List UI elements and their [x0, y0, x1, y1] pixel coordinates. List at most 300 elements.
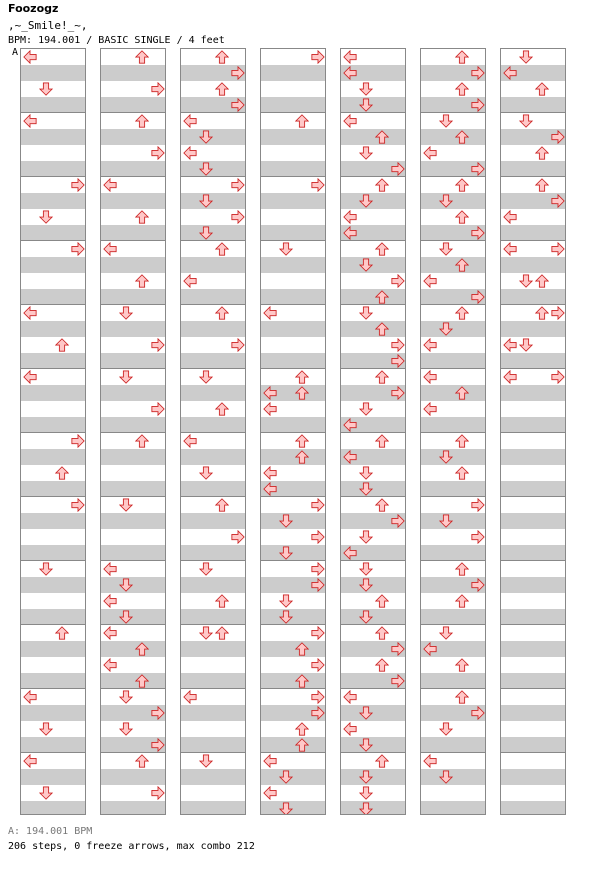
- down-arrow-icon: [279, 514, 293, 528]
- right-arrow-icon: [311, 178, 325, 192]
- left-arrow-icon: [503, 338, 517, 352]
- measure-line: [181, 240, 245, 241]
- measure-line: [421, 240, 485, 241]
- up-arrow-icon: [135, 210, 149, 224]
- down-arrow-icon: [39, 562, 53, 576]
- song-title: ,~_Smile!_~,: [8, 19, 88, 32]
- right-arrow-icon: [391, 642, 405, 656]
- up-arrow-icon: [55, 466, 69, 480]
- down-arrow-icon: [279, 770, 293, 784]
- measure-line: [421, 560, 485, 561]
- measure-line: [261, 240, 325, 241]
- left-arrow-icon: [103, 594, 117, 608]
- down-arrow-icon: [39, 722, 53, 736]
- measure-line: [21, 304, 85, 305]
- up-arrow-icon: [455, 258, 469, 272]
- measure-line: [181, 560, 245, 561]
- measure-line: [501, 240, 565, 241]
- up-arrow-icon: [535, 306, 549, 320]
- left-arrow-icon: [183, 274, 197, 288]
- measure-line: [341, 496, 405, 497]
- right-arrow-icon: [311, 578, 325, 592]
- left-arrow-icon: [263, 466, 277, 480]
- right-arrow-icon: [391, 386, 405, 400]
- down-arrow-icon: [119, 610, 133, 624]
- left-arrow-icon: [343, 226, 357, 240]
- right-arrow-icon: [471, 706, 485, 720]
- down-arrow-icon: [119, 306, 133, 320]
- measure-line: [21, 368, 85, 369]
- left-arrow-icon: [423, 642, 437, 656]
- down-arrow-icon: [359, 306, 373, 320]
- up-arrow-icon: [215, 594, 229, 608]
- left-arrow-icon: [343, 66, 357, 80]
- left-arrow-icon: [103, 178, 117, 192]
- step-stats: 206 steps, 0 freeze arrows, max combo 212: [8, 841, 255, 852]
- right-arrow-icon: [391, 354, 405, 368]
- measure-line: [21, 240, 85, 241]
- down-arrow-icon: [359, 402, 373, 416]
- right-arrow-icon: [471, 98, 485, 112]
- left-arrow-icon: [263, 786, 277, 800]
- left-arrow-icon: [103, 658, 117, 672]
- left-arrow-icon: [23, 690, 37, 704]
- up-arrow-icon: [455, 82, 469, 96]
- left-arrow-icon: [503, 370, 517, 384]
- right-arrow-icon: [471, 578, 485, 592]
- chart-column: [180, 48, 246, 815]
- down-arrow-icon: [439, 770, 453, 784]
- up-arrow-icon: [295, 450, 309, 464]
- measure-line: [101, 304, 165, 305]
- up-arrow-icon: [535, 274, 549, 288]
- down-arrow-icon: [359, 802, 373, 815]
- chart-column: [500, 48, 566, 815]
- measure-line: [181, 624, 245, 625]
- down-arrow-icon: [39, 210, 53, 224]
- bpm-legend: A: 194.001 BPM: [8, 826, 93, 837]
- right-arrow-icon: [151, 706, 165, 720]
- down-arrow-icon: [279, 546, 293, 560]
- measure-line: [101, 432, 165, 433]
- left-arrow-icon: [263, 386, 277, 400]
- up-arrow-icon: [375, 178, 389, 192]
- right-arrow-icon: [231, 98, 245, 112]
- measure-line: [261, 496, 325, 497]
- right-arrow-icon: [151, 738, 165, 752]
- down-arrow-icon: [439, 514, 453, 528]
- up-arrow-icon: [375, 498, 389, 512]
- right-arrow-icon: [471, 162, 485, 176]
- measure-line: [181, 688, 245, 689]
- measure-line: [261, 752, 325, 753]
- right-arrow-icon: [71, 242, 85, 256]
- measure-line: [181, 176, 245, 177]
- measure-line: [21, 752, 85, 753]
- measure-line: [421, 432, 485, 433]
- measure-line: [181, 752, 245, 753]
- right-arrow-icon: [391, 274, 405, 288]
- right-arrow-icon: [71, 498, 85, 512]
- left-arrow-icon: [263, 482, 277, 496]
- left-arrow-icon: [23, 306, 37, 320]
- measure-line: [341, 240, 405, 241]
- up-arrow-icon: [455, 386, 469, 400]
- up-arrow-icon: [135, 50, 149, 64]
- up-arrow-icon: [295, 674, 309, 688]
- up-arrow-icon: [295, 434, 309, 448]
- measure-line: [341, 304, 405, 305]
- up-arrow-icon: [295, 642, 309, 656]
- down-arrow-icon: [279, 242, 293, 256]
- measure-line: [501, 304, 565, 305]
- down-arrow-icon: [519, 50, 533, 64]
- chart-meta: BPM: 194.001 / BASIC SINGLE / 4 feet: [8, 35, 225, 46]
- measure-line: [421, 304, 485, 305]
- left-arrow-icon: [423, 402, 437, 416]
- up-arrow-icon: [455, 306, 469, 320]
- measure-line: [181, 304, 245, 305]
- left-arrow-icon: [343, 210, 357, 224]
- right-arrow-icon: [551, 306, 565, 320]
- right-arrow-icon: [151, 402, 165, 416]
- right-arrow-icon: [231, 210, 245, 224]
- up-arrow-icon: [455, 658, 469, 672]
- measure-line: [501, 688, 565, 689]
- measure-line: [181, 368, 245, 369]
- measure-line: [341, 688, 405, 689]
- up-arrow-icon: [375, 322, 389, 336]
- up-arrow-icon: [375, 658, 389, 672]
- down-arrow-icon: [519, 114, 533, 128]
- down-arrow-icon: [359, 738, 373, 752]
- right-arrow-icon: [231, 530, 245, 544]
- left-arrow-icon: [343, 450, 357, 464]
- chart-column: [420, 48, 486, 815]
- left-arrow-icon: [503, 242, 517, 256]
- down-arrow-icon: [439, 626, 453, 640]
- down-arrow-icon: [359, 98, 373, 112]
- down-arrow-icon: [519, 274, 533, 288]
- right-arrow-icon: [471, 498, 485, 512]
- left-arrow-icon: [423, 146, 437, 160]
- left-arrow-icon: [343, 546, 357, 560]
- left-arrow-icon: [423, 370, 437, 384]
- down-arrow-icon: [359, 146, 373, 160]
- chart-column: [20, 48, 86, 815]
- up-arrow-icon: [375, 242, 389, 256]
- left-arrow-icon: [183, 434, 197, 448]
- left-arrow-icon: [263, 402, 277, 416]
- measure-line: [101, 560, 165, 561]
- up-arrow-icon: [535, 82, 549, 96]
- measure-line: [421, 496, 485, 497]
- up-arrow-icon: [535, 146, 549, 160]
- measure-line: [101, 176, 165, 177]
- measure-line: [501, 752, 565, 753]
- right-arrow-icon: [311, 690, 325, 704]
- measure-line: [501, 368, 565, 369]
- measure-line: [181, 112, 245, 113]
- up-arrow-icon: [455, 130, 469, 144]
- measure-line: [261, 432, 325, 433]
- down-arrow-icon: [359, 786, 373, 800]
- measure-line: [341, 176, 405, 177]
- down-arrow-icon: [359, 530, 373, 544]
- measure-line: [261, 560, 325, 561]
- up-arrow-icon: [455, 562, 469, 576]
- measure-line: [501, 560, 565, 561]
- right-arrow-icon: [151, 786, 165, 800]
- up-arrow-icon: [135, 274, 149, 288]
- right-arrow-icon: [311, 626, 325, 640]
- down-arrow-icon: [199, 754, 213, 768]
- up-arrow-icon: [295, 722, 309, 736]
- up-arrow-icon: [455, 594, 469, 608]
- left-arrow-icon: [263, 306, 277, 320]
- left-arrow-icon: [343, 722, 357, 736]
- right-arrow-icon: [391, 514, 405, 528]
- measure-line: [501, 496, 565, 497]
- left-arrow-icon: [183, 690, 197, 704]
- up-arrow-icon: [375, 754, 389, 768]
- right-arrow-icon: [551, 130, 565, 144]
- down-arrow-icon: [359, 562, 373, 576]
- measure-line: [181, 432, 245, 433]
- left-arrow-icon: [343, 418, 357, 432]
- right-arrow-icon: [391, 674, 405, 688]
- up-arrow-icon: [135, 114, 149, 128]
- measure-line: [421, 752, 485, 753]
- measure-line: [261, 176, 325, 177]
- measure-line: [501, 624, 565, 625]
- right-arrow-icon: [391, 338, 405, 352]
- measure-line: [341, 624, 405, 625]
- down-arrow-icon: [519, 338, 533, 352]
- down-arrow-icon: [119, 578, 133, 592]
- up-arrow-icon: [375, 290, 389, 304]
- measure-line: [341, 368, 405, 369]
- right-arrow-icon: [471, 226, 485, 240]
- up-arrow-icon: [215, 50, 229, 64]
- measure-line: [341, 752, 405, 753]
- up-arrow-icon: [455, 466, 469, 480]
- up-arrow-icon: [215, 402, 229, 416]
- down-arrow-icon: [39, 82, 53, 96]
- down-arrow-icon: [359, 706, 373, 720]
- up-arrow-icon: [375, 594, 389, 608]
- up-arrow-icon: [455, 434, 469, 448]
- right-arrow-icon: [231, 338, 245, 352]
- measure-line: [261, 112, 325, 113]
- right-arrow-icon: [311, 658, 325, 672]
- down-arrow-icon: [199, 162, 213, 176]
- left-arrow-icon: [343, 690, 357, 704]
- up-arrow-icon: [375, 626, 389, 640]
- right-arrow-icon: [151, 338, 165, 352]
- left-arrow-icon: [23, 114, 37, 128]
- measure-line: [341, 432, 405, 433]
- measure-line: [21, 560, 85, 561]
- down-arrow-icon: [359, 82, 373, 96]
- left-arrow-icon: [423, 274, 437, 288]
- right-arrow-icon: [311, 50, 325, 64]
- down-arrow-icon: [119, 370, 133, 384]
- up-arrow-icon: [135, 754, 149, 768]
- left-arrow-icon: [103, 562, 117, 576]
- measure-line: [21, 496, 85, 497]
- right-arrow-icon: [311, 562, 325, 576]
- down-arrow-icon: [199, 562, 213, 576]
- measure-line: [101, 112, 165, 113]
- measure-line: [181, 496, 245, 497]
- measure-line: [101, 368, 165, 369]
- right-arrow-icon: [311, 530, 325, 544]
- left-arrow-icon: [263, 754, 277, 768]
- up-arrow-icon: [455, 178, 469, 192]
- left-arrow-icon: [103, 242, 117, 256]
- up-arrow-icon: [215, 306, 229, 320]
- measure-line: [501, 176, 565, 177]
- down-arrow-icon: [439, 722, 453, 736]
- right-arrow-icon: [391, 162, 405, 176]
- left-arrow-icon: [343, 50, 357, 64]
- up-arrow-icon: [215, 498, 229, 512]
- down-arrow-icon: [119, 722, 133, 736]
- measure-line: [421, 112, 485, 113]
- up-arrow-icon: [295, 114, 309, 128]
- measure-line: [21, 688, 85, 689]
- left-arrow-icon: [503, 210, 517, 224]
- left-arrow-icon: [183, 146, 197, 160]
- left-arrow-icon: [423, 754, 437, 768]
- measure-line: [21, 432, 85, 433]
- down-arrow-icon: [119, 498, 133, 512]
- measure-line: [21, 624, 85, 625]
- up-arrow-icon: [55, 338, 69, 352]
- down-arrow-icon: [359, 466, 373, 480]
- down-arrow-icon: [279, 802, 293, 815]
- up-arrow-icon: [455, 50, 469, 64]
- measure-line: [101, 688, 165, 689]
- measure-line: [101, 496, 165, 497]
- left-arrow-icon: [23, 50, 37, 64]
- down-arrow-icon: [199, 226, 213, 240]
- down-arrow-icon: [39, 786, 53, 800]
- up-arrow-icon: [295, 386, 309, 400]
- up-arrow-icon: [375, 434, 389, 448]
- down-arrow-icon: [359, 482, 373, 496]
- measure-line: [341, 560, 405, 561]
- measure-line: [101, 624, 165, 625]
- up-arrow-icon: [215, 626, 229, 640]
- right-arrow-icon: [151, 82, 165, 96]
- right-arrow-icon: [311, 498, 325, 512]
- chart-column: [340, 48, 406, 815]
- down-arrow-icon: [359, 610, 373, 624]
- left-arrow-icon: [503, 66, 517, 80]
- right-arrow-icon: [311, 706, 325, 720]
- up-arrow-icon: [215, 242, 229, 256]
- left-arrow-icon: [23, 370, 37, 384]
- down-arrow-icon: [279, 594, 293, 608]
- down-arrow-icon: [439, 194, 453, 208]
- up-arrow-icon: [135, 642, 149, 656]
- measure-line: [421, 368, 485, 369]
- right-arrow-icon: [551, 242, 565, 256]
- right-arrow-icon: [151, 146, 165, 160]
- down-arrow-icon: [439, 114, 453, 128]
- left-arrow-icon: [23, 754, 37, 768]
- right-arrow-icon: [551, 194, 565, 208]
- song-artist: Foozogz: [8, 2, 59, 15]
- down-arrow-icon: [199, 130, 213, 144]
- right-arrow-icon: [71, 178, 85, 192]
- chart-column: [260, 48, 326, 815]
- down-arrow-icon: [359, 258, 373, 272]
- right-arrow-icon: [231, 178, 245, 192]
- down-arrow-icon: [199, 466, 213, 480]
- measure-line: [101, 240, 165, 241]
- up-arrow-icon: [375, 130, 389, 144]
- right-arrow-icon: [471, 530, 485, 544]
- up-arrow-icon: [535, 178, 549, 192]
- down-arrow-icon: [279, 610, 293, 624]
- down-arrow-icon: [199, 370, 213, 384]
- measure-line: [421, 688, 485, 689]
- down-arrow-icon: [439, 450, 453, 464]
- right-arrow-icon: [471, 290, 485, 304]
- measure-line: [261, 688, 325, 689]
- left-arrow-icon: [103, 626, 117, 640]
- up-arrow-icon: [455, 210, 469, 224]
- down-arrow-icon: [199, 626, 213, 640]
- up-arrow-icon: [375, 370, 389, 384]
- measure-line: [261, 304, 325, 305]
- measure-line: [421, 624, 485, 625]
- right-arrow-icon: [551, 370, 565, 384]
- right-arrow-icon: [231, 66, 245, 80]
- up-arrow-icon: [455, 690, 469, 704]
- left-arrow-icon: [183, 114, 197, 128]
- down-arrow-icon: [439, 242, 453, 256]
- up-arrow-icon: [295, 370, 309, 384]
- down-arrow-icon: [359, 578, 373, 592]
- left-arrow-icon: [343, 114, 357, 128]
- down-arrow-icon: [359, 194, 373, 208]
- measure-line: [261, 624, 325, 625]
- measure-line: [501, 112, 565, 113]
- measure-line: [21, 176, 85, 177]
- down-arrow-icon: [359, 770, 373, 784]
- left-arrow-icon: [423, 338, 437, 352]
- up-arrow-icon: [215, 82, 229, 96]
- measure-line: [341, 112, 405, 113]
- measure-line: [421, 176, 485, 177]
- up-arrow-icon: [135, 674, 149, 688]
- down-arrow-icon: [199, 194, 213, 208]
- chart-column: [100, 48, 166, 815]
- right-arrow-icon: [71, 434, 85, 448]
- down-arrow-icon: [119, 690, 133, 704]
- down-arrow-icon: [439, 322, 453, 336]
- bpm-marker: A: [12, 47, 19, 58]
- right-arrow-icon: [471, 66, 485, 80]
- measure-line: [261, 368, 325, 369]
- up-arrow-icon: [135, 434, 149, 448]
- measure-line: [21, 112, 85, 113]
- up-arrow-icon: [55, 626, 69, 640]
